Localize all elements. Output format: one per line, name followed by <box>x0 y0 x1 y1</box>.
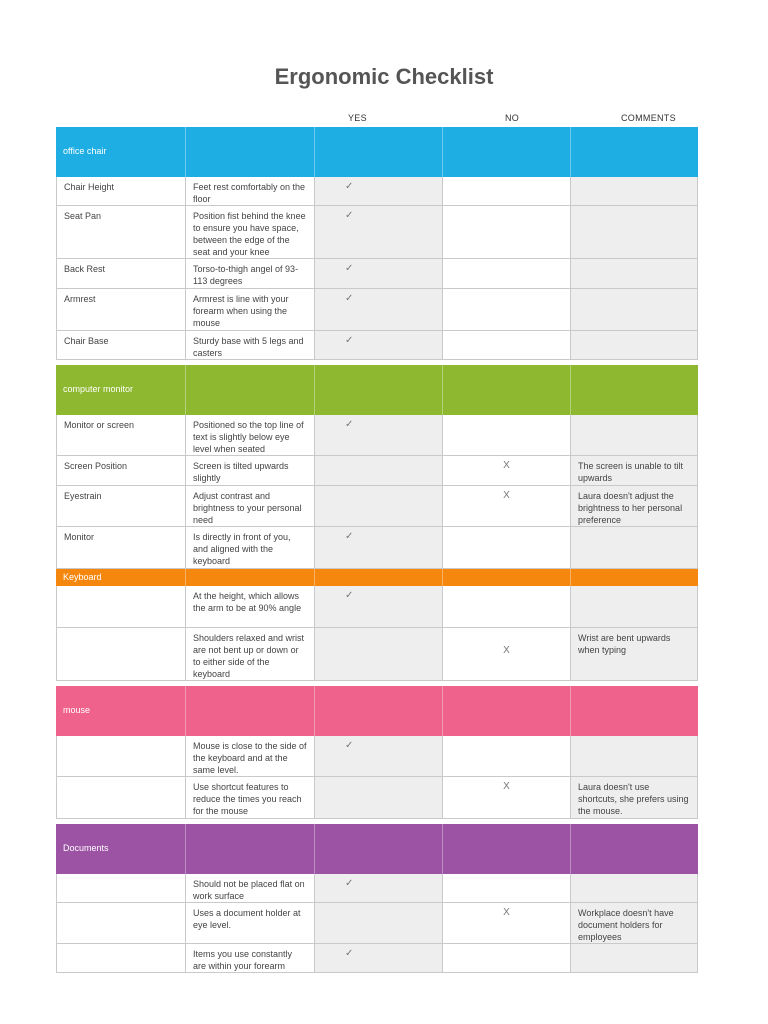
item-name <box>56 874 185 902</box>
checklist-row <box>56 456 698 486</box>
no-x-icon[interactable]: X <box>442 777 570 818</box>
comment-cell[interactable] <box>570 331 698 359</box>
section-header-cell <box>570 569 698 586</box>
yes-checkmark-icon[interactable]: ✓ <box>314 736 442 776</box>
no-x-icon[interactable]: X <box>442 903 570 943</box>
column-header-yes: YES <box>348 113 367 123</box>
no-cell[interactable] <box>442 331 570 359</box>
item-description: Adjust contrast and brightness to your personal need <box>185 486 314 526</box>
comment-cell[interactable] <box>570 874 698 902</box>
yes-checkmark-icon[interactable]: ✓ <box>314 259 442 288</box>
no-cell[interactable] <box>442 586 570 627</box>
checklist-row <box>56 944 698 973</box>
section-header-cell <box>185 686 314 736</box>
yes-checkmark-icon[interactable]: ✓ <box>314 586 442 627</box>
item-name: Eyestrain <box>56 486 185 526</box>
section-header-cell <box>314 365 442 415</box>
item-name <box>56 736 185 776</box>
yes-checkmark-icon[interactable]: ✓ <box>314 527 442 568</box>
item-description: Feet rest comfortably on the floor <box>185 177 314 205</box>
yes-cell[interactable] <box>314 903 442 943</box>
section-header-cell <box>185 127 314 177</box>
checklist-table <box>56 127 698 973</box>
item-name <box>56 586 185 627</box>
item-description: Sturdy base with 5 legs and casters <box>185 331 314 359</box>
comment-cell[interactable]: Laura doesn't use shortcuts, she prefers using the mouse. <box>570 777 698 818</box>
comment-cell[interactable] <box>570 944 698 972</box>
checklist-row <box>56 259 698 289</box>
yes-cell[interactable] <box>314 456 442 485</box>
comment-cell[interactable] <box>570 289 698 330</box>
section-header <box>56 569 698 586</box>
yes-checkmark-icon[interactable]: ✓ <box>314 289 442 330</box>
item-description: Screen is tilted upwards slightly <box>185 456 314 485</box>
checklist-row <box>56 415 698 456</box>
item-name: Seat Pan <box>56 206 185 258</box>
item-name <box>56 628 185 680</box>
item-description: Mouse is close to the side of the keyboard and at the same level. <box>185 736 314 776</box>
section-title: Keyboard <box>63 571 102 582</box>
section-header-cell <box>442 365 570 415</box>
no-cell[interactable] <box>442 944 570 972</box>
no-cell[interactable] <box>442 289 570 330</box>
checklist-row <box>56 777 698 819</box>
section-header-cell <box>570 127 698 177</box>
section-header <box>56 824 698 874</box>
item-description: Shoulders relaxed and wrist are not bent up or down or to either side of the keyboard <box>185 628 314 680</box>
section-title: office chair <box>63 146 107 156</box>
comment-cell[interactable] <box>570 177 698 205</box>
column-header-no: NO <box>505 113 520 123</box>
section-header <box>56 686 698 736</box>
yes-checkmark-icon[interactable]: ✓ <box>314 415 442 455</box>
yes-checkmark-icon[interactable]: ✓ <box>314 944 442 972</box>
yes-cell[interactable] <box>314 628 442 680</box>
no-cell[interactable] <box>442 736 570 776</box>
comment-cell[interactable] <box>570 415 698 455</box>
section-header-cell <box>570 686 698 736</box>
comment-cell[interactable] <box>570 586 698 627</box>
item-name: Screen Position <box>56 456 185 485</box>
comment-cell[interactable] <box>570 736 698 776</box>
item-description: Torso-to-thigh angel of 93-113 degrees <box>185 259 314 288</box>
item-description: Position fist behind the knee to ensure you have space, between the edge of the seat and your knee <box>185 206 314 258</box>
no-cell[interactable] <box>442 874 570 902</box>
item-name: Armrest <box>56 289 185 330</box>
section-header-cell <box>314 569 442 586</box>
comment-cell[interactable] <box>570 259 698 288</box>
no-cell[interactable] <box>442 259 570 288</box>
item-name <box>56 903 185 943</box>
item-description: Uses a document holder at eye level. <box>185 903 314 943</box>
section-header-cell <box>185 365 314 415</box>
item-name: Monitor or screen <box>56 415 185 455</box>
no-x-icon[interactable]: X <box>442 456 570 485</box>
comment-cell[interactable]: Workplace doesn't have document holders for employees <box>570 903 698 943</box>
section-header-cell <box>185 824 314 874</box>
section-header-cell <box>442 569 570 586</box>
item-name: Chair Base <box>56 331 185 359</box>
item-description: Use shortcut features to reduce the times you reach for the mouse <box>185 777 314 818</box>
comment-cell[interactable] <box>570 206 698 258</box>
item-description: Is directly in front of you, and aligned with the keyboard <box>185 527 314 568</box>
section-header-cell <box>185 569 314 586</box>
section-header <box>56 127 698 177</box>
yes-checkmark-icon[interactable]: ✓ <box>314 331 442 359</box>
no-x-icon[interactable]: X <box>442 486 570 526</box>
no-cell[interactable] <box>442 527 570 568</box>
section-title: Documents <box>63 843 109 853</box>
section-header-cell <box>570 824 698 874</box>
item-description: Items you use constantly are within your forearm <box>185 944 314 972</box>
item-name: Back Rest <box>56 259 185 288</box>
section-header-cell <box>314 127 442 177</box>
no-cell[interactable] <box>442 177 570 205</box>
section-title: mouse <box>63 705 91 715</box>
section-header-cell <box>442 127 570 177</box>
checklist-row <box>56 486 698 527</box>
item-description: Armrest is line with your forearm when using the mouse <box>185 289 314 330</box>
checklist-row <box>56 903 698 944</box>
no-cell[interactable] <box>442 206 570 258</box>
comment-cell[interactable]: The screen is unable to tilt upwards <box>570 456 698 485</box>
section-header-cell <box>570 365 698 415</box>
item-description: Should not be placed flat on work surface <box>185 874 314 902</box>
checklist-row <box>56 736 698 777</box>
section-header-cell <box>442 686 570 736</box>
section-title: computer monitor <box>63 384 134 394</box>
item-name <box>56 777 185 818</box>
comment-cell[interactable]: Laura doesn't adjust the brightness to her personal preference <box>570 486 698 526</box>
section-header <box>56 365 698 415</box>
yes-checkmark-icon[interactable]: ✓ <box>314 177 442 205</box>
checklist-row <box>56 289 698 331</box>
section-header-cell <box>314 686 442 736</box>
comment-cell[interactable]: Wrist are bent upwards when typing <box>570 628 698 680</box>
checklist-row <box>56 628 698 681</box>
item-name: Chair Height <box>56 177 185 205</box>
section-header-cell <box>314 824 442 874</box>
yes-checkmark-icon[interactable]: ✓ <box>314 206 442 258</box>
no-cell[interactable] <box>442 415 570 455</box>
column-header-comments: COMMENTS <box>621 113 676 123</box>
checklist-row <box>56 206 698 259</box>
item-description: At the height, which allows the arm to be at 90% angle <box>185 586 314 627</box>
checklist-row <box>56 331 698 360</box>
checklist-row <box>56 177 698 206</box>
checklist-row <box>56 586 698 628</box>
checklist-row <box>56 874 698 903</box>
yes-cell[interactable] <box>314 777 442 818</box>
yes-checkmark-icon[interactable]: ✓ <box>314 874 442 902</box>
yes-cell[interactable] <box>314 486 442 526</box>
checklist-row <box>56 527 698 569</box>
comment-cell[interactable] <box>570 527 698 568</box>
page-title: Ergonomic Checklist <box>274 64 494 89</box>
no-x-icon[interactable]: X <box>442 628 570 680</box>
item-description: Positioned so the top line of text is slightly below eye level when seated <box>185 415 314 455</box>
item-name: Monitor <box>56 527 185 568</box>
item-name <box>56 944 185 972</box>
section-header-cell <box>442 824 570 874</box>
